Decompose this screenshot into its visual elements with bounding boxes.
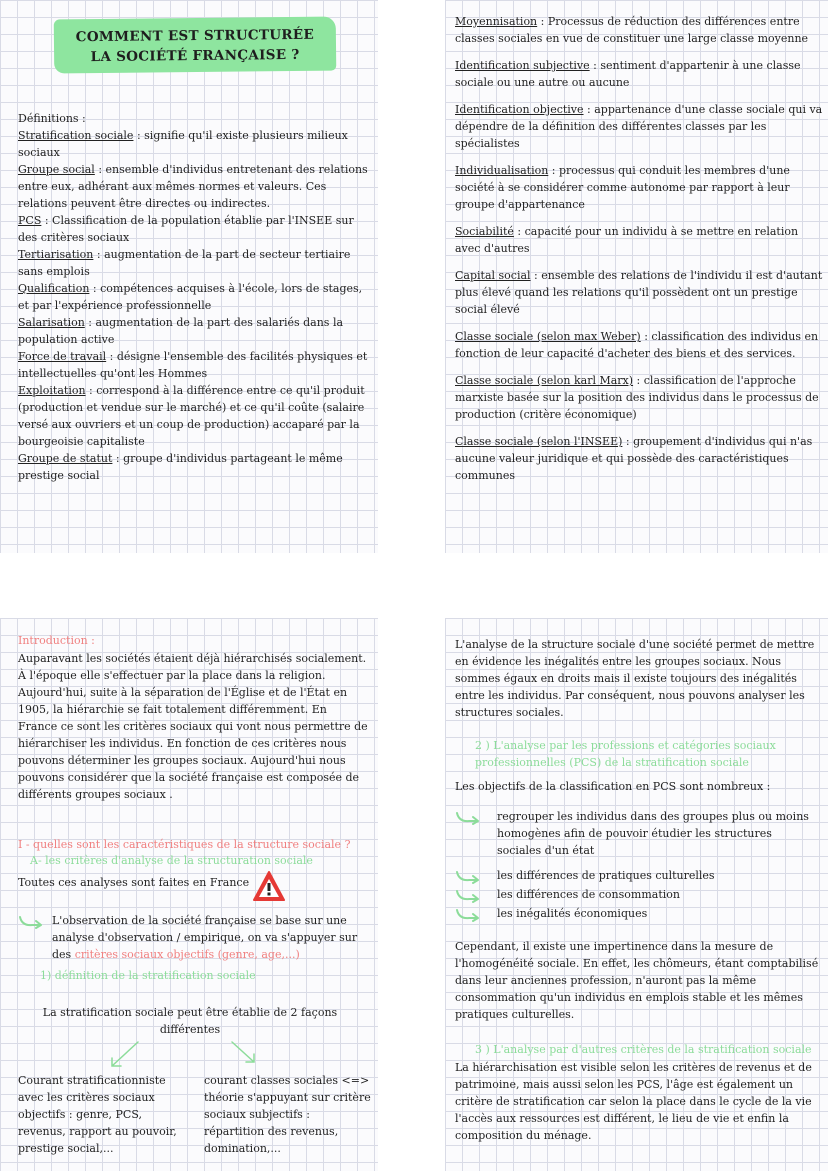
definition-text: : processus qui conduit les membres d'une société à se considérer comme autonome par rapport à leur groupe d'appartenance <box>455 164 790 211</box>
analysis-intro: L'analyse de la structure sociale d'une société permet de mettre en évidence les inégalités entre les groupes sociaux. Nous sommes égaux en droits mais il existe toujours des inégalités entre les individus. Par conséquent, nous pouvons analyser les structures sociales. <box>455 638 815 719</box>
definition-term: Stratification sociale <box>18 129 134 142</box>
arrow-right-icon <box>455 811 481 825</box>
page-title <box>54 17 336 68</box>
objective-item: regrouper les individus dans des groupes plus ou moins homogènes afin de pouvoir étudier les structures sociales d'un état <box>497 810 809 857</box>
page-introduction <box>0 618 378 1171</box>
definition-term: Salarisation <box>18 316 85 329</box>
definitions-list <box>455 13 823 494</box>
objective-item: les différences de pratiques culturelles <box>497 869 715 882</box>
definition-entry <box>18 246 368 280</box>
observation-criteria: critères sociaux objectifs (genre, age,...) <box>74 948 300 961</box>
stratification-right-column: courant classes sociales <=> théorie s'appuyant sur critère sociaux subjectifs : répartition des revenus, domination,... <box>204 1074 371 1155</box>
page-analysis <box>445 618 828 1171</box>
definition-entry <box>18 280 368 314</box>
definition-text: : augmentation de la part de secteur tertiaire sans emplois <box>18 248 351 278</box>
definition-term: Moyennisation <box>455 15 538 28</box>
objective-item: les inégalités économiques <box>497 907 648 920</box>
definition-text: : compétences acquises à l'école, lors de stages, et par l'expérience professionnelle <box>18 282 363 312</box>
objectives-heading: Les objectifs de la classification en PCS sont nombreux : <box>455 780 771 793</box>
page-definitions-2 <box>445 0 828 553</box>
definition-term: Groupe social <box>18 163 95 176</box>
arrow-right-icon <box>18 915 44 929</box>
definition-text: : classification des individus en fonction de leur capacité d'acheter des biens et des services. <box>455 330 819 360</box>
definition-text: : correspond à la différence entre ce qu'il produit (production et vendue sur le marché) et ce qu'il coûte (salaire versé aux ouvriers et un coup de production) accaparé par la bourgeoisie capitaliste <box>18 384 365 448</box>
definition-entry <box>18 382 368 450</box>
definition-term: Groupe de statut <box>18 452 113 465</box>
definition-text: : désigne l'ensemble des facilités physiques et intellectuelles qu'ont les Hommes <box>18 350 368 380</box>
definition-term: Classe sociale (selon l'INSEE) <box>455 435 623 448</box>
subsection-heading-a: A- les critères d'analyse de la structuration sociale <box>30 854 313 867</box>
definition-text: : ensemble d'individus entretenant des relations entre eux, adhérant aux mêmes normes et valeurs. Ces relations peuvent être directes ou indirectes. <box>18 163 368 210</box>
definition-text: : appartenance d'une classe sociale qui va dépendre de la définition des différentes classes par les spécialistes <box>455 103 823 150</box>
definition-entry <box>18 212 368 246</box>
definition-entry <box>18 450 368 484</box>
definition-text: : groupement d'individus qui n'as aucune valeur juridique et qui possède des caractéristiques communes <box>455 435 813 482</box>
subsection-heading-3: 3 ) L'analyse par d'autres critères de la stratification sociale <box>475 1043 812 1056</box>
definition-entry <box>455 162 823 213</box>
definition-term: Identification objective <box>455 103 584 116</box>
definition-entry <box>455 267 823 318</box>
definition-text: : capacité pour un individu à se mettre en relation avec d'autres <box>455 225 799 255</box>
definition-text: : classification de l'approche marxiste basée sur la position des individus dans le processus de production (critère économique) <box>455 374 819 421</box>
intro-heading: Introduction : <box>18 634 95 647</box>
definition-text: : augmentation de la part des salariés dans la population active <box>18 316 344 346</box>
definition-entry <box>455 223 823 257</box>
arrow-right-icon <box>455 908 481 922</box>
definition-text: : Classification de la population établie par l'INSEE sur des critères sociaux <box>18 214 354 244</box>
arrow-right-icon <box>455 870 481 884</box>
definition-text: : ensemble des relations de l'individu il est d'autant plus élevé quand les relations qu'il possèdent ont un prestige social élevé <box>455 269 823 316</box>
title-highlight <box>54 17 337 74</box>
definition-term: Identification subjective <box>455 59 590 72</box>
definition-entry <box>455 433 823 484</box>
intro-paragraph: Auparavant les sociétés étaient déjà hiérarchisés socialement. À l'époque elle s'effectuer par la place dans la religion. Aujourd'hui, suite à la séparation de l'Église et de l'État en 1905, la hiérarchie se fait totalement différemment. En France ce sont les critères sociaux qui vont nous permettre de hiérarchiser les individus. En fonction de ces critères nous pouvons déterminer les groupes sociaux. Aujourd'hui nous pouvons considérer que la société française est composée de différents groupes sociaux . <box>18 652 368 801</box>
definitions-list <box>18 110 368 484</box>
title-line-1: COMMENT EST STRUCTURÉE <box>75 26 315 46</box>
definition-term: Qualification <box>18 282 90 295</box>
definition-term: PCS <box>18 214 42 227</box>
definition-entry <box>455 328 823 362</box>
stratification-intro: La stratification sociale peut être établie de 2 façons différentes <box>42 1006 338 1036</box>
definition-term: Exploitation <box>18 384 86 397</box>
definition-entry <box>18 127 368 161</box>
definition-text: : Processus de réduction des différences entre classes sociales en vue de constituer une large classe moyenne <box>455 15 809 45</box>
hierarchisation-paragraph: La hiérarchisation est visible selon les critères de revenus et de patrimoine, mais aussi selon les PCS, l'âge est également un critère de stratification car selon la place dans le cycle de la vie l'accès aux ressources est différent, le lieu de vie et enfin la composition du ménage. <box>455 1061 812 1142</box>
definition-term: Sociabilité <box>455 225 514 238</box>
definitions-label: Définitions : <box>18 112 86 125</box>
limitation-paragraph: Cependant, il existe une impertinence dans la mesure de l'homogénéité sociale. En effet, les chômeurs, étant comptabilisé dans leur anciennes profession, n'auront pas la même consommation qu'un individus en emplois stable et les mêmes pratiques culturelles. <box>455 940 819 1021</box>
objective-item: les différences de consommation <box>497 888 680 901</box>
definition-term: Capital social <box>455 269 531 282</box>
definition-entry <box>455 372 823 423</box>
definition-entry <box>455 13 823 47</box>
section-heading-1: I - quelles sont les caractéristiques de la structure sociale ? <box>18 838 351 851</box>
stratification-left-column: Courant stratificationniste avec les critères sociaux objectifs : genre, PCS, revenus, rapport au pouvoir, prestige social,... <box>18 1074 177 1155</box>
definition-term: Classe sociale (selon max Weber) <box>455 330 641 343</box>
page-definitions-1 <box>0 0 378 553</box>
analyses-note: Toutes ces analyses sont faites en France <box>18 876 250 889</box>
warning-icon <box>252 870 286 902</box>
definition-term: Individualisation <box>455 164 549 177</box>
definition-entry <box>18 161 368 212</box>
subsection-heading-2: 2 ) L'analyse par les professions et catégories sociaux professionnelles (PCS) de la stratification sociale <box>475 739 776 769</box>
observation-text <box>52 912 367 963</box>
definition-entry <box>18 348 368 382</box>
definition-term: Force de travail <box>18 350 107 363</box>
definition-text: : signifie qu'il existe plusieurs milieux sociaux <box>18 129 348 159</box>
definition-entry <box>18 314 368 348</box>
observation-body: L'observation de la société française se base sur une analyse d'observation / empirique, on va s'appuyer sur des <box>52 914 358 961</box>
definition-entry <box>455 57 823 91</box>
definition-text: : groupe d'individus partageant le même prestige social <box>18 452 343 482</box>
title-line-2: LA SOCIÉTÉ FRANÇAISE ? <box>90 46 300 66</box>
definition-term: Tertiarisation <box>18 248 94 261</box>
arrow-right-icon <box>455 889 481 903</box>
split-arrows-icon <box>100 1040 300 1070</box>
definition-term: Classe sociale (selon karl Marx) <box>455 374 634 387</box>
definition-text: : sentiment d'appartenir à une classe sociale ou une autre ou aucune <box>455 59 801 89</box>
subsection-heading-1: 1) définition de la stratification sociale <box>40 969 256 982</box>
definition-entry <box>455 101 823 152</box>
